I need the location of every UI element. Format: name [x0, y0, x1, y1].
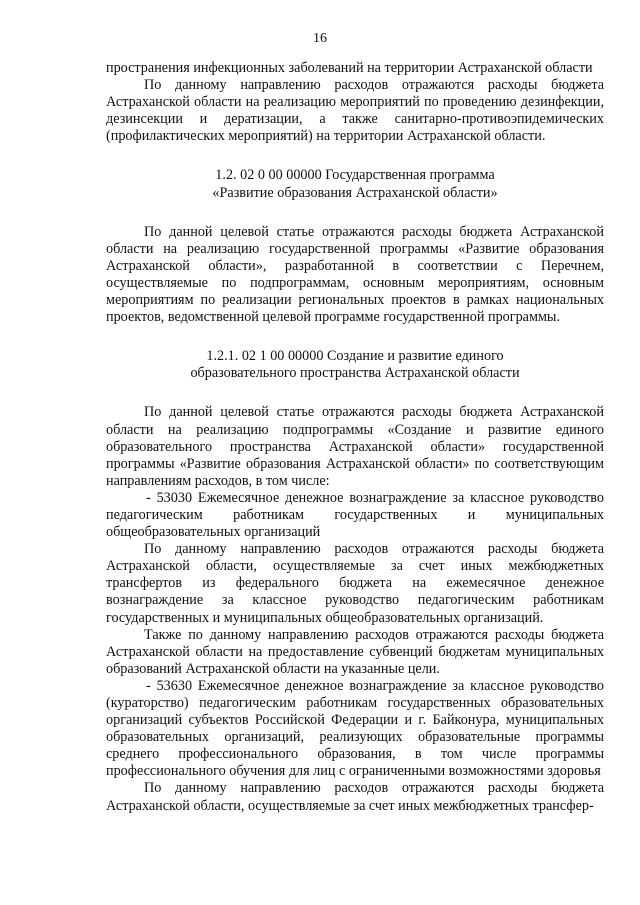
section-heading-1-2: [106, 167, 604, 201]
paragraph-program-description: По данной целевой статье отражаются расходы бюджета Астраханской области на реализацию государственной программы «Развитие образования Астраханской области», разработанной в соответствии с Перечнем, осуществляемые по подпрограммам, основным мероприятиям, основным мероприятиям по реализации региональных проектов в рамках национальных проектов, ведомственной целевой программе государственной программы.: [106, 223, 604, 326]
paragraph-disinfection: По данному направлению расходов отражаются расходы бюджета Астраханской области на реализацию мероприятий по проведению дезинфекции, дезинсекции и дератизации, а также санитарно-противоэпидемических (профилактических мероприятий) на территории Астраханской области.: [106, 77, 604, 145]
section-heading-line: «Развитие образования Астраханской области»: [212, 184, 498, 201]
section-heading-line: образовательного пространства Астраханской области: [190, 365, 520, 382]
document-body: [106, 60, 604, 815]
paragraph-53030-subventions: Также по данному направлению расходов отражаются расходы бюджета Астраханской области на предоставление субвенций бюджетам муниципальных образований Астраханской области на указанные цели.: [106, 626, 604, 677]
paragraph-continuation: пространения инфекционных заболеваний на территории Астраханской области: [106, 60, 593, 76]
paragraph-item-53030: - 53030 Ежемесячное денежное вознаграждение за классное руководство педагогическим работникам государственных и муниципальных общеобразовательных организаций: [106, 489, 604, 541]
paragraph-item-53630: - 53630 Ежемесячное денежное вознаграждение за классное руководство (кураторство) педагогическим работникам государственных образовательных организаций субъектов Российской Федерации и г. Байконура, муниципальных образовательных организаций, реализующих образовательные программы среднего профессионального образования, в том числе программы профессионального обучения для лиц с ограниченными возможностями здоровья: [106, 677, 604, 780]
paragraph-53630-transfers: По данному направлению расходов отражаются расходы бюджета Астраханской области, осуществляемые за счет иных межбюджетных трансфер-: [106, 780, 604, 814]
section-heading-line: 1.2.1. 02 1 00 00000 Создание и развитие единого: [206, 348, 504, 365]
paragraph-subprogram-description: По данной целевой статье отражаются расходы бюджета Астраханской области на реализацию подпрограммы «Создание и развитие единого образовательного пространства Астраханской области» государственной программы «Развитие образования Астраханской области» по соответствующим направлениям расходов, в том числе:: [106, 404, 604, 489]
section-heading-1-2-1: [106, 348, 604, 382]
section-heading-line: 1.2. 02 0 00 00000 Государственная программа: [215, 167, 495, 184]
paragraph-53030-transfers: По данному направлению расходов отражаются расходы бюджета Астраханской области, осуществляемые за счет иных межбюджетных трансфертов из федерального бюджета на ежемесячное денежное вознаграждение за классное руководство педагогическим работникам государственных и муниципальных общеобразовательных организаций.: [106, 541, 604, 626]
page-number: 16: [313, 31, 327, 46]
